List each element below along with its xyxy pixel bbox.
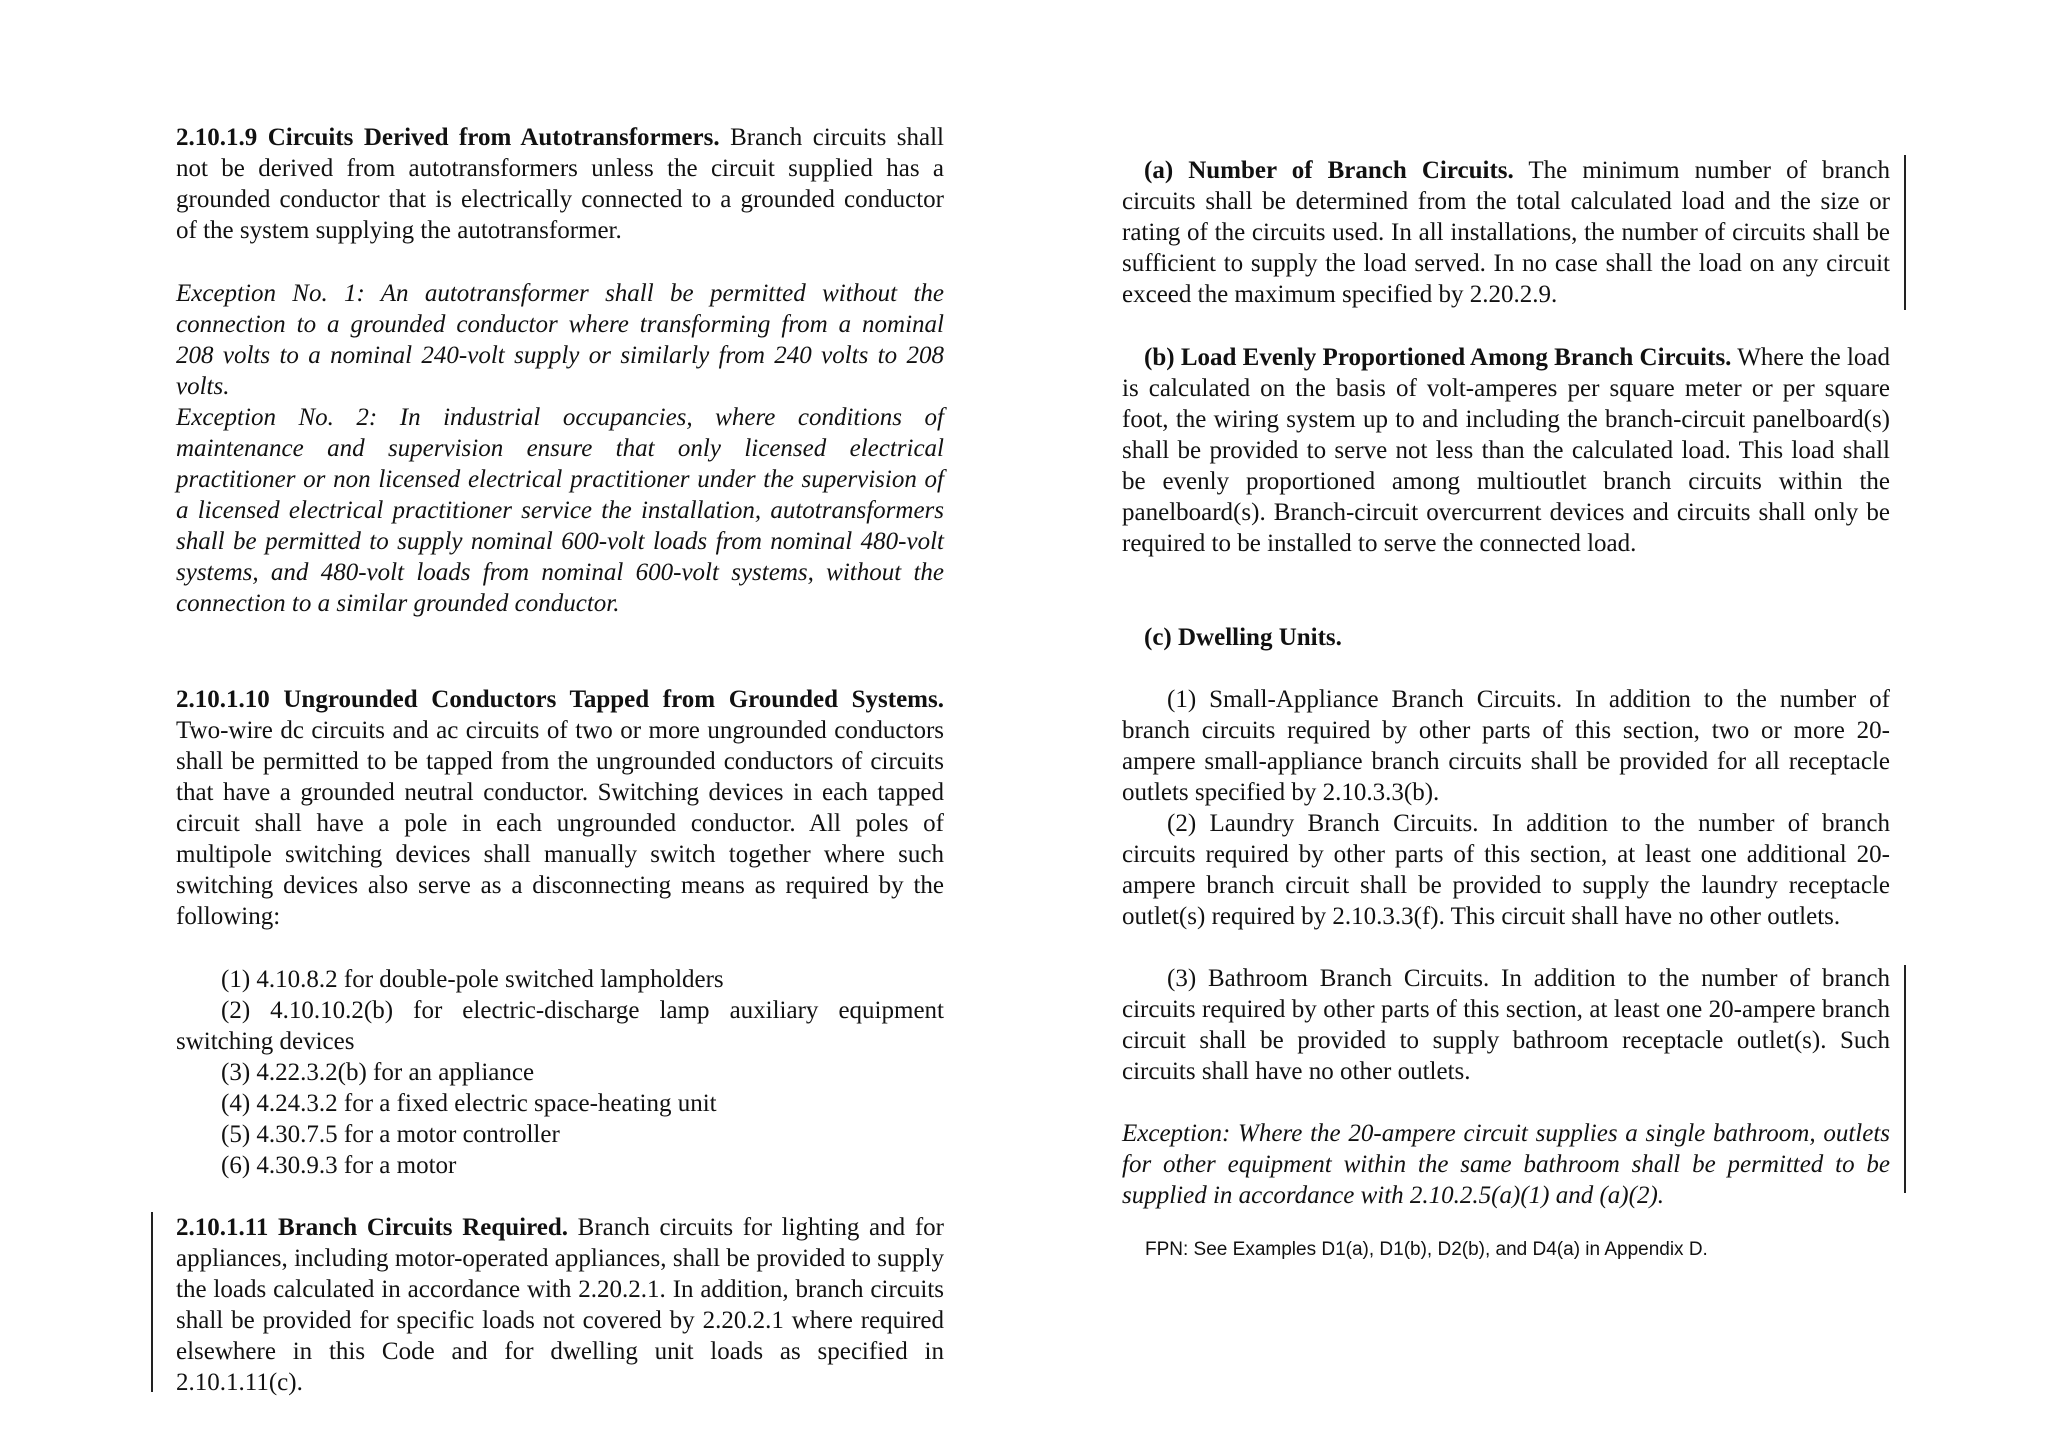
exception-2: Exception No. 2: In industrial occupancies, where conditions of maintenance and supervision ensure that only licensed electrical practitioner or non licensed electrical practitioner under the supervision of a licensed electrical practitioner service the installation, autotransformers shall be permitted to supply nominal 600-volt loads from nominal 480-volt systems, and 480-volt loads from nominal 600-volt systems, without the connection to a similar grounded conductor. [176,404,944,617]
revision-change-bar [1904,155,1906,310]
revision-change-bar [151,1212,153,1392]
subsection-b [1122,342,1890,559]
item-c2: (2) Laundry Branch Circuits. In addition to the number of branch circuits required by other parts of this section, at least one additional 20-ampere branch circuit shall be provided to supply the laundry receptacle outlet(s) required by 2.10.3.3(f). This circuit shall have no other outlets. [1122,810,1890,930]
revision-change-bar [1904,965,1906,1193]
subsection-c [1122,622,1890,653]
exception-1: Exception No. 1: An autotransformer shall be permitted without the connection to a grounded conductor where transforming from a nominal 208 volts to a nominal 240-volt supply or similarly from 240 volts to 208 volts. [176,280,944,400]
section-body: Two-wire dc circuits and ac circuits of two or more ungrounded conductors shall be permitted to be tapped from the ungrounded conductors of circuits that have a grounded neutral conductor. Switching devices in each tapped circuit shall have a pole in each ungrounded conductor. All poles of multipole switching devices shall manually switch together where such switching devices also serve as a disconnecting means as required by the following: [176,717,944,930]
subsection-heading: (b) Load Evenly Proportioned Among Branch Circuits. [1144,344,1732,371]
list-item: (3) 4.22.3.2(b) for an appliance [221,1059,535,1086]
subsection-body: Where the load is calculated on the basis of volt-amperes per square meter or per square foot, the wiring system up to and including the branch-circuit panelboard(s) shall be provided to serve not less than the calculated load. This load shall be evenly proportioned among multioutlet branch circuits within the panelboard(s). Branch-circuit overcurrent devices and circuits shall only be required to be installed to serve the connected load. [1122,344,1890,557]
subsection-heading: (a) Number of Branch Circuits. [1144,157,1514,184]
fine-print-note: FPN: See Examples D1(a), D1(b), D2(b), and D4(a) in Appendix D. [1145,1239,1708,1260]
item-c3: (3) Bathroom Branch Circuits. In addition to the number of branch circuits required by other parts of this section, at least one 20-ampere branch circuit shall be provided to supply bathroom receptacle outlet(s). Such circuits shall have no other outlets. [1122,965,1890,1085]
section-heading: 2.10.1.10 Ungrounded Conductors Tapped from Grounded Systems. [176,686,944,713]
section-heading: 2.10.1.9 Circuits Derived from Autotransformers. [176,124,720,151]
section-2-10-1-9 [176,122,944,246]
subsection-a [1122,155,1890,310]
list-item: (4) 4.24.3.2 for a fixed electric space-heating unit [221,1090,717,1117]
section-heading: 2.10.1.11 Branch Circuits Required. [176,1214,568,1241]
section-body: Branch circuits for lighting and for appliances, including motor-operated appliances, shall be provided to supply the loads calculated in accordance with 2.20.2.1. In addition, branch circuits shall be provided for specific loads not covered by 2.20.2.1 where required elsewhere in this Code and for dwelling unit loads as specified in 2.10.1.11(c). [176,1214,944,1396]
list-item: (2) 4.10.10.2(b) for electric-discharge lamp auxiliary equipment switching devices [176,997,944,1055]
section-body: Branch circuits shall not be derived from autotransformers unless the circuit supplied has a grounded conductor that is electrically connected to a grounded conductor of the system supplying the autotransformer. [176,124,944,244]
item-c1: (1) Small-Appliance Branch Circuits. In addition to the number of branch circuits required by other parts of this section, two or more 20-ampere small-appliance branch circuits shall be provided for all receptacle outlets specified by 2.10.3.3(b). [1122,686,1890,806]
list-item: (6) 4.30.9.3 for a motor [221,1152,457,1179]
section-2-10-1-10 [176,684,944,932]
list-item: (1) 4.10.8.2 for double-pole switched lampholders [221,966,724,993]
switching-list [176,964,944,1181]
section-2-10-1-11 [176,1212,944,1398]
exception-bathroom: Exception: Where the 20-ampere circuit supplies a single bathroom, outlets for other equipment within the same bathroom shall be permitted to be supplied in accordance with 2.10.2.5(a)(1) and (a)(2). [1122,1120,1890,1209]
subsection-body: The minimum number of branch circuits shall be determined from the total calculated load and the size or rating of the circuits used. In all installations, the number of circuits shall be sufficient to supply the load served. In no case shall the load on any circuit exceed the maximum specified by 2.20.2.9. [1122,157,1890,308]
subsection-heading: (c) Dwelling Units. [1144,624,1342,651]
list-item: (5) 4.30.7.5 for a motor controller [221,1121,560,1148]
